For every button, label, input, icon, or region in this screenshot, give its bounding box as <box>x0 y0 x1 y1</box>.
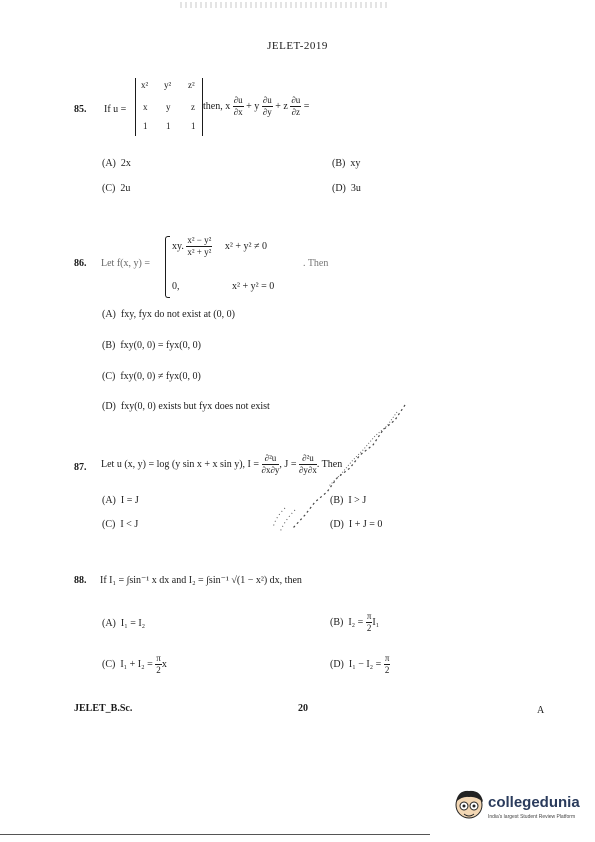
logo-wordmark: collegedunia <box>488 794 580 811</box>
question-87-number: 87. <box>74 462 87 473</box>
q88-option-d: (D) I₁ − I₂ = $\frac{\pi}{2}$ <box>330 653 390 675</box>
collegedunia-logo <box>452 788 588 824</box>
q85-option-b: (B) xy <box>332 158 361 169</box>
fraction-pi-2: $\frac{\pi}{2}$ <box>156 653 161 675</box>
mascot-icon <box>452 788 486 824</box>
det-cell: y <box>166 102 171 112</box>
question-85-expression <box>203 96 309 117</box>
q88-option-a: (A) I₁ = I₂ <box>102 618 146 629</box>
fraction-pi-2: $\frac{\pi}{2}$ <box>384 653 390 675</box>
q86-option-c: (C) fxy(0, 0) ≠ fyx(0, 0) <box>102 371 201 382</box>
q85-option-d: (D) 3u <box>332 183 361 194</box>
q87-option-b: (B) I > J <box>330 495 367 506</box>
fraction-pi-2: $\frac{\pi}{2}$ <box>366 611 372 633</box>
fraction-du-dx: $\frac{\partial u}{\partial x}$ <box>233 95 243 117</box>
q88-option-c: (C) I₁ + I₂ = $\frac{\pi}{2}$ x <box>102 653 167 675</box>
q87-option-c: (C) I < J <box>102 519 139 530</box>
fraction-j: $\frac{\text{∂²u}}{\partial y\partial x}$ <box>298 453 317 475</box>
page-header-title: JELET-2019 <box>267 40 328 52</box>
question-86-prefix: Let f(x, y) = <box>101 258 150 269</box>
det-cell: y² <box>164 80 172 90</box>
fraction-du-dz: $\frac{\partial u}{\partial z}$ <box>291 95 301 117</box>
q88-option-b: (B) I₂ = $\frac{\pi}{2}$ I₁ <box>330 611 380 633</box>
footer-exam-code: JELET_B.Sc. <box>74 703 133 714</box>
question-85-number: 85. <box>74 104 87 115</box>
q86-option-d: (D) fxy(0, 0) exists but fyx does not exist <box>102 401 270 412</box>
det-cell: z² <box>188 80 195 90</box>
logo-tagline: India's largest Student Review Platform <box>488 814 576 820</box>
det-cell: x² <box>141 80 149 90</box>
question-86-then: . Then <box>303 258 329 269</box>
question-86-number: 86. <box>74 258 87 269</box>
question-86-case1: xy. $\frac{\text{x² − y²}}{\text{x² + y²}}$ x² + y² ≠ 0 <box>172 235 267 257</box>
equals: = <box>303 100 310 112</box>
q87-option-a: (A) I = J <box>102 495 139 506</box>
q85-option-a: (A) 2x <box>102 158 131 169</box>
question-88-statement: If I₁ = ∫sin⁻¹ x dx and I₂ = ∫sin⁻¹ √(1 − x²) dx, then <box>100 575 302 586</box>
question-85-determinant <box>135 78 203 136</box>
q85-option-c: (C) 2u <box>102 183 131 194</box>
det-cell: 1 <box>143 121 148 131</box>
q87-option-d: (D) I + J = 0 <box>330 519 383 530</box>
question-86-case2: 0, x² + y² = 0 <box>172 281 275 292</box>
question-87-statement: Let u (x, y) = log (y sin x + x sin y), I = $\frac{\text{∂²u}}{\partial x\partial y}$ , J = $\frac{\text{∂²u}}{\partial y\partial x}$ . Then <box>101 453 343 475</box>
plus-z: + z <box>275 100 288 112</box>
plus-y: + y <box>246 100 260 112</box>
bottom-divider <box>0 834 430 835</box>
det-cell: x <box>143 102 148 112</box>
then-text: then, x <box>203 100 231 112</box>
det-cell: z <box>191 102 195 112</box>
question-86-brace <box>165 236 170 298</box>
scan-noise <box>180 2 390 8</box>
q86-option-a: (A) fxy, fyx do not exist at (0, 0) <box>102 309 235 320</box>
question-85-prefix: If u = <box>104 104 127 115</box>
q86-option-b: (B) fxy(0, 0) = fyx(0, 0) <box>102 340 201 351</box>
fraction-i: $\frac{\text{∂²u}}{\partial x\partial y}$ <box>261 453 280 475</box>
fraction-case1: $\frac{\text{x² − y²}}{\text{x² + y²}}$ <box>187 235 212 257</box>
footer-page-number: 20 <box>298 703 308 714</box>
det-cell: 1 <box>166 121 171 131</box>
det-cell: 1 <box>191 121 196 131</box>
fraction-du-dy: $\frac{\partial u}{\partial y}$ <box>262 95 272 117</box>
question-88-number: 88. <box>74 575 87 586</box>
footer-set-code: A <box>537 705 545 716</box>
